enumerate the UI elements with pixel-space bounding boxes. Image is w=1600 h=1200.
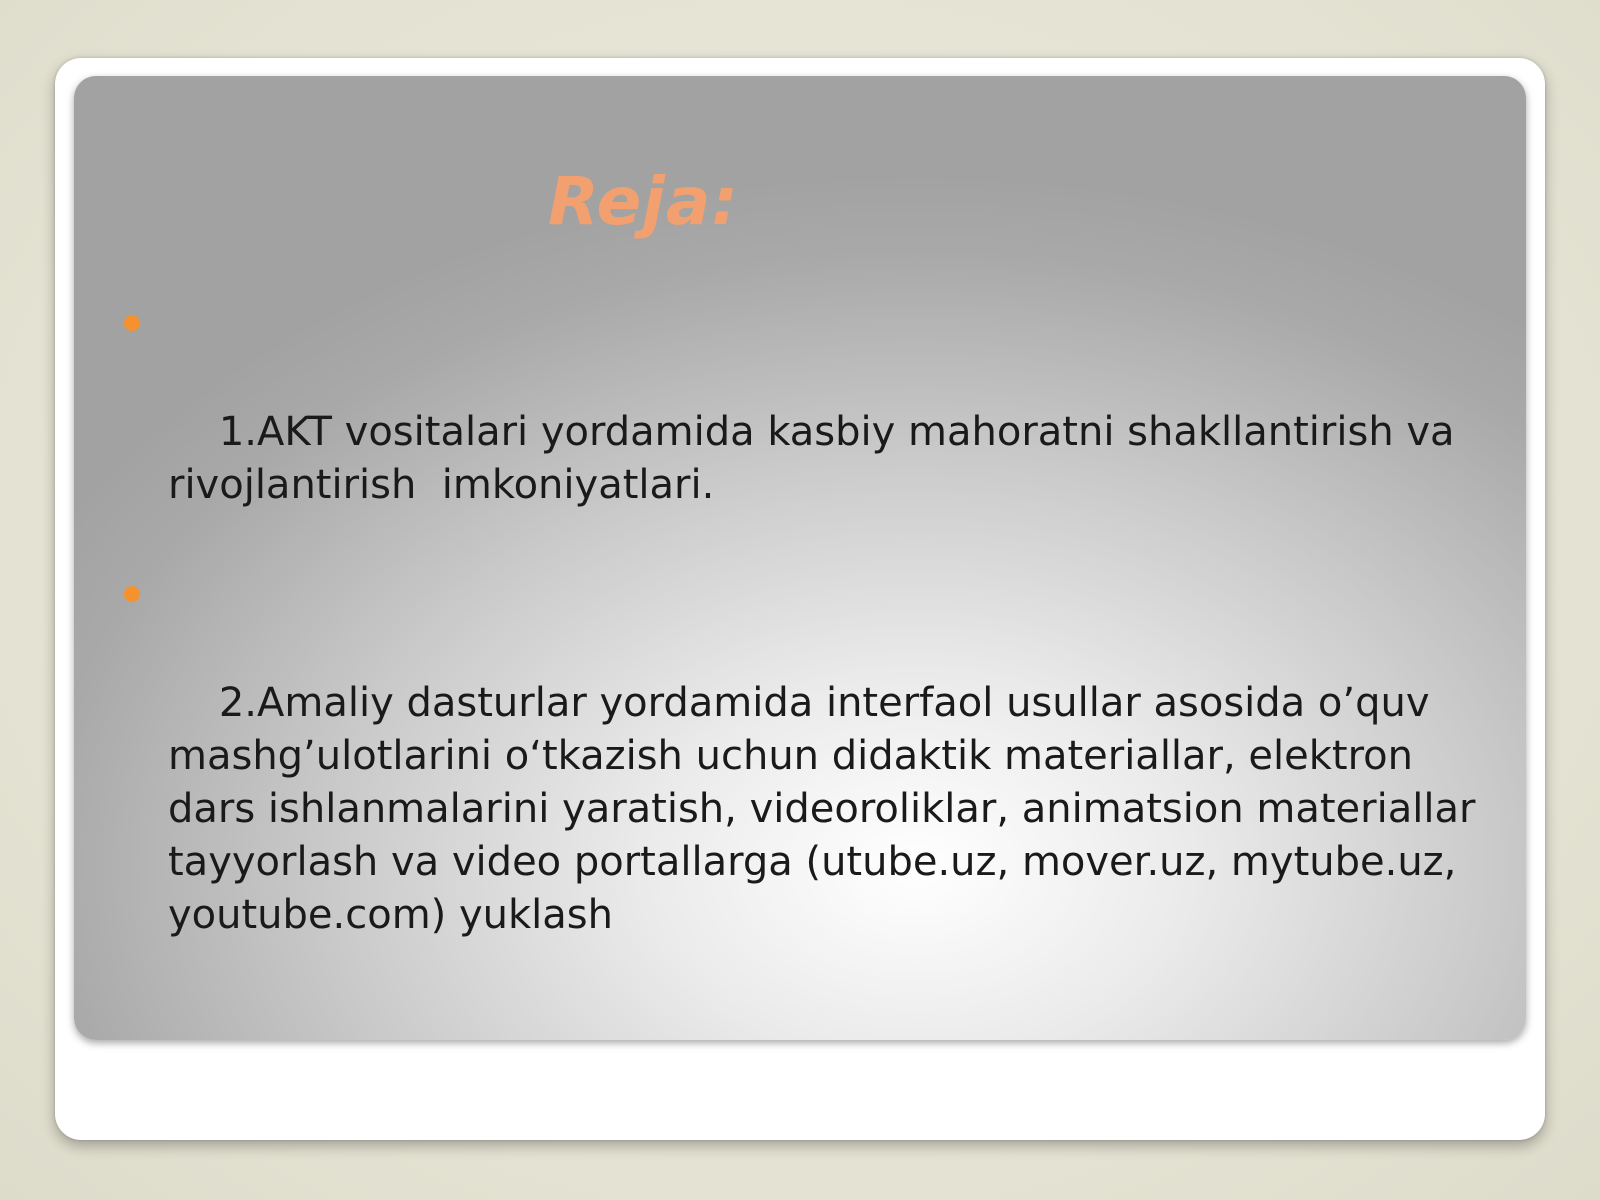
slide-title: Reja:: [548, 163, 739, 240]
list-item: [120, 300, 1500, 565]
bullet-dot-icon: [124, 315, 140, 331]
bullet-dot-icon: [124, 586, 140, 602]
bullet-text: 2.Amaliy dasturlar yordamida interfaol usullar asosida o’quv mashg’ulotlarini o‘tkazish uchun didaktik materiallar, elektron dars ishlanmalarini yaratish, videoroliklar, animatsion materiallar tayyorlash va video portallarga (utube.uz, mover.uz, mytube.uz, youtube.com) yuklash: [168, 680, 1489, 938]
bullet-list: [120, 300, 1500, 1001]
bullet-text: 1.AKT vositalari yordamida kasbiy mahoratni shakllantirish va rivojlantirish imkoniyatlari.: [168, 409, 1468, 508]
list-item: [120, 571, 1500, 995]
